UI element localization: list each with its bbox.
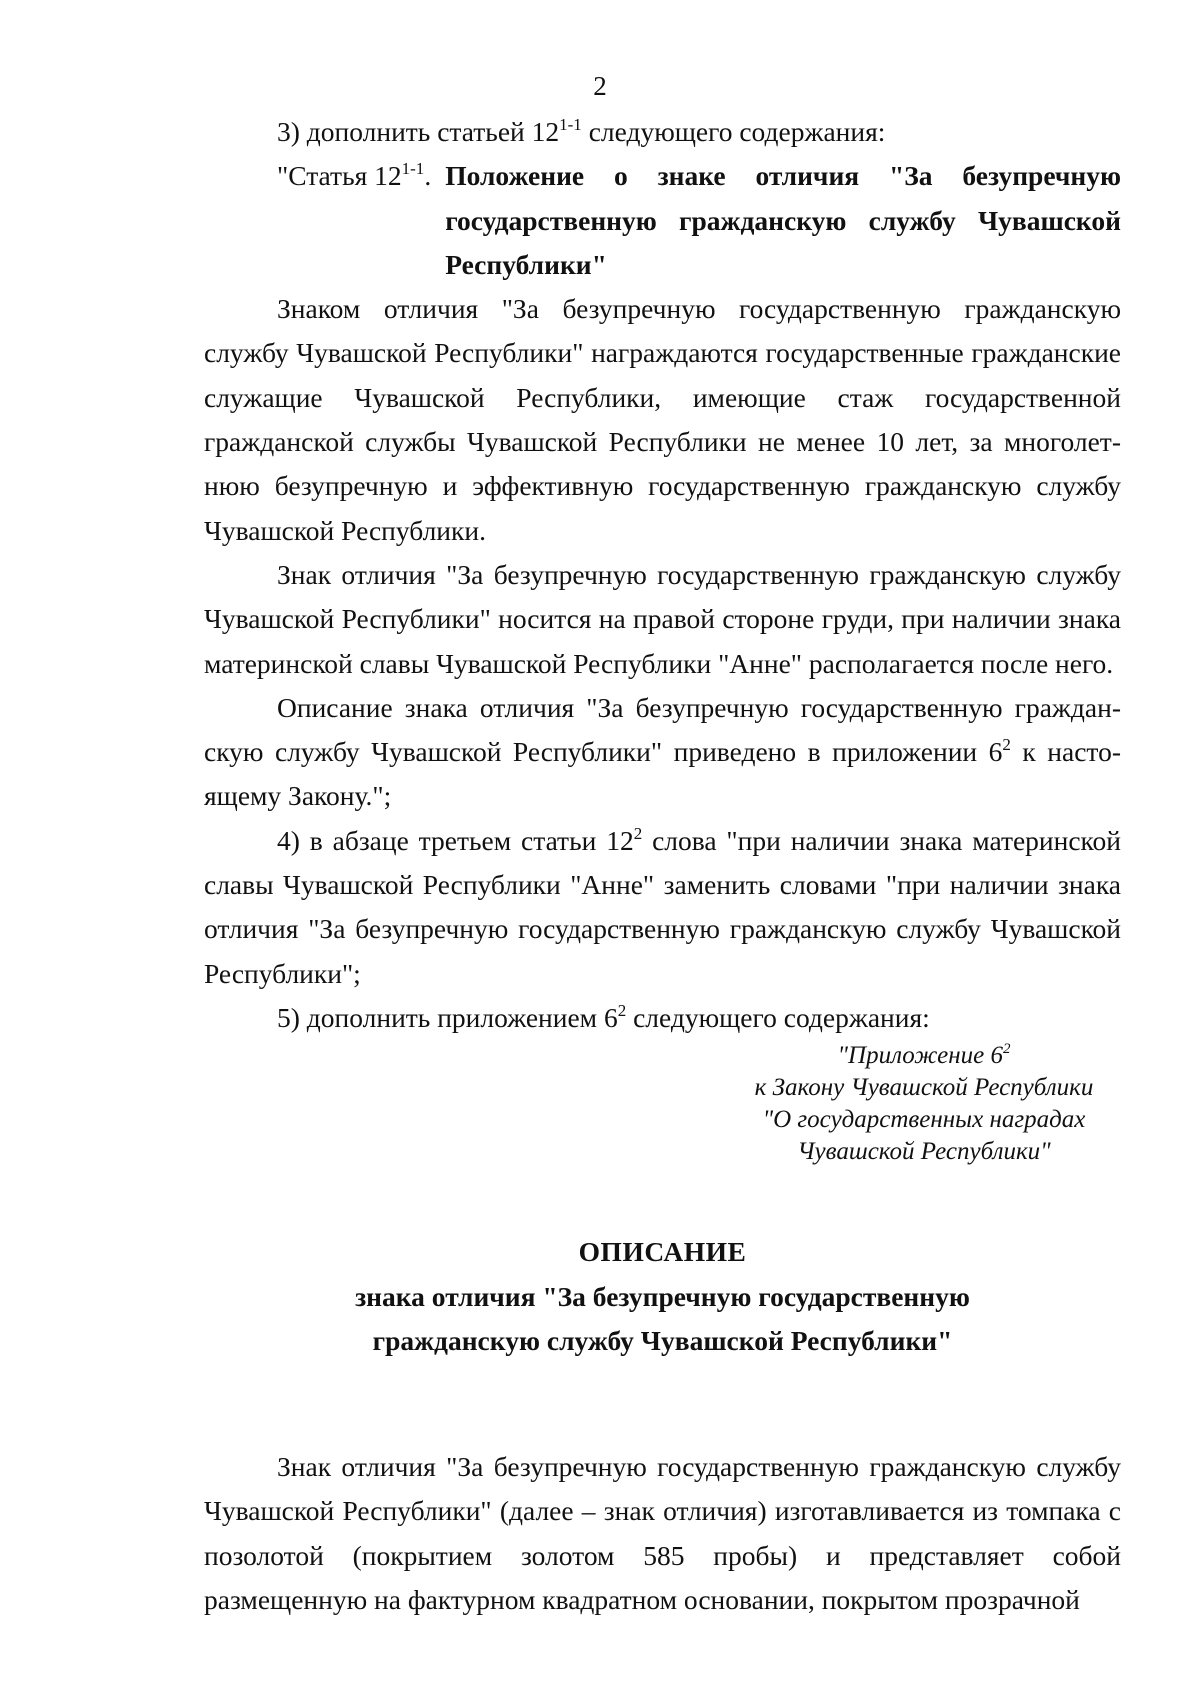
paragraph-description-ref: Описание знака отличия "За безупречную государственную гражданскую службу Чувашской Республики" приведено в приложении $6^2$ к настоящему Закону.";: [204, 691, 1121, 812]
description-heading: [204, 1230, 1121, 1363]
item-3-superscript: 1-1: [559, 115, 582, 134]
heading-subtitle-line-2: гражданскую службу Чувашской Республики": [372, 1324, 953, 1356]
article-label: "Статья 12$^{1-1}$.: [277, 159, 432, 192]
item-3-text-end: следующего содержания:: [581, 116, 886, 147]
description-paragraph: Знак отличия "За безупречную государственную гражданскую службу Чувашской Республики" (далее – знак отличия) изготавливается из томпака с позолотой (покрытием золотом 585 пробы) и представляет собой размещенную на фактурном квадратном основании, покрытом прозрачной: [204, 1451, 1121, 1616]
article-title: Положение о знаке отличия "За безупречную государственную гражданскую службу Чувашской Республики": [445, 160, 1121, 280]
item-5-superscript: 2: [617, 1000, 627, 1020]
appendix-line-2: к Закону Чувашской Республики: [754, 1074, 1094, 1102]
heading-subtitle-line-1: знака отличия "За безупречную государственную: [355, 1280, 970, 1312]
paragraph-awarding: Знаком отличия "За безупречную государственную гражданскую службу Чувашской Республики" награждаются государственные гражданские служащие Чувашской Республики, имеющие стаж государственной гражданской службы Чувашской Республики не менее 10 лет, за многолетнюю безупречную и эффективную государственную гражданскую службу Чувашской Республики.: [204, 293, 1121, 546]
appendix-line-4: Чувашской Республики": [797, 1138, 1051, 1166]
article-label-superscript: 1-1: [401, 159, 425, 179]
paragraph-wearing: Знак отличия "За безупречную государственную гражданскую службу Чувашской Республики" носится на правой стороне груди, при наличии знака материнской славы Чувашской Республики "Анне" располагается после него.: [204, 558, 1121, 679]
appendix-reference: [724, 1040, 1124, 1168]
item-3: [204, 110, 1121, 154]
paragraph-description-ref-superscript: 2: [1002, 735, 1011, 755]
appendix-line-3: "О государственных наградах: [762, 1106, 1086, 1134]
document-body: [204, 110, 1121, 1622]
item-4: 4) в абзаце третьем статьи $12^2$ слова "при наличии знака материнской славы Чувашской Республики "Анне" заменить словами "при наличии знака отличия "За безупречную государственную гражданскую службу Чувашской Республики";: [204, 823, 1121, 989]
page-number: 2: [593, 71, 607, 101]
heading-title: ОПИСАНИЕ: [578, 1236, 747, 1268]
item-4-superscript: 2: [633, 823, 643, 843]
appendix-line-1: "Приложение $6^2$: [837, 1041, 1011, 1070]
item-3-text: 3) дополнить статьей 12: [277, 116, 560, 147]
appendix-superscript: 2: [1002, 1041, 1011, 1058]
article-heading: [277, 154, 1121, 287]
item-5: 5) дополнить приложением $6^2$ следующего содержания:: [277, 1000, 930, 1033]
